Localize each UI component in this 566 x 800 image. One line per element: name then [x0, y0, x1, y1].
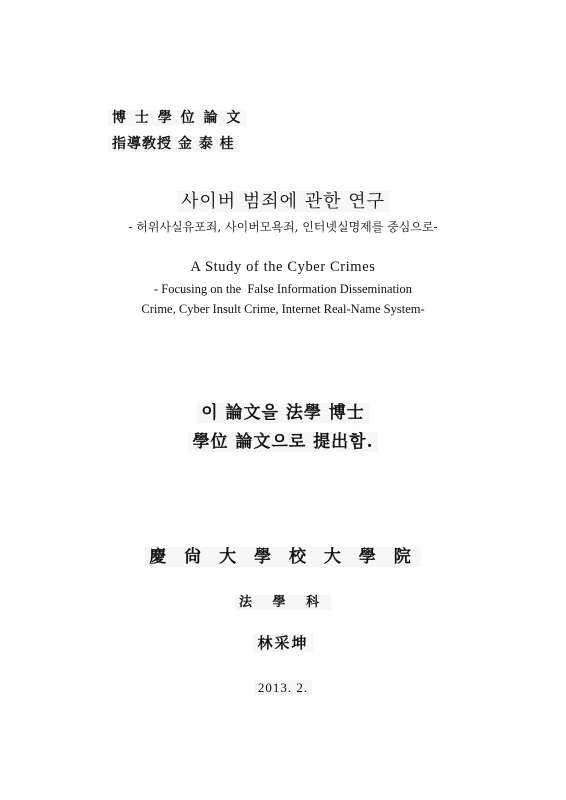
degree-type-text: 博 士 學 位 論 文 — [108, 110, 246, 126]
english-subtitle-line-1-text: - Focusing on the False Information Dissemination — [154, 282, 412, 296]
submission-date-text: 2013. 2. — [254, 680, 312, 695]
submission-line-1-text: 이 論文을 法學 博士 — [197, 403, 369, 423]
author-name — [0, 632, 566, 653]
submission-statement-line-1 — [0, 398, 566, 423]
korean-subtitle-text: - 허위사실유포죄, 사이버모욕죄, 인터넷실명제를 중심으로- — [128, 220, 438, 234]
korean-title-text: 사이버 범죄에 관한 연구 — [177, 191, 389, 212]
submission-line-2-text: 學位 論文으로 提出함. — [188, 432, 377, 452]
department-name — [0, 591, 566, 610]
advisor-text: 指導敎授 金 泰 桂 — [108, 136, 239, 152]
english-title — [0, 259, 566, 276]
english-title-text: A Study of the Cyber Crimes — [190, 259, 376, 275]
advisor-line — [108, 133, 239, 153]
university-name-text: 慶 尙 大 學 校 大 學 院 — [145, 547, 420, 567]
english-subtitle-line-2 — [0, 302, 566, 317]
korean-title — [0, 187, 566, 213]
submission-statement-line-2 — [0, 427, 566, 452]
korean-subtitle — [0, 218, 566, 235]
university-name — [0, 542, 566, 567]
author-name-text: 林采坤 — [253, 634, 312, 652]
english-subtitle-line-1 — [0, 282, 566, 297]
english-subtitle-line-2-text: Crime, Cyber Insult Crime, Internet Real-Name System- — [141, 302, 425, 316]
department-name-text: 法 學 科 — [235, 595, 331, 610]
degree-type — [108, 107, 246, 127]
submission-date — [0, 680, 566, 696]
